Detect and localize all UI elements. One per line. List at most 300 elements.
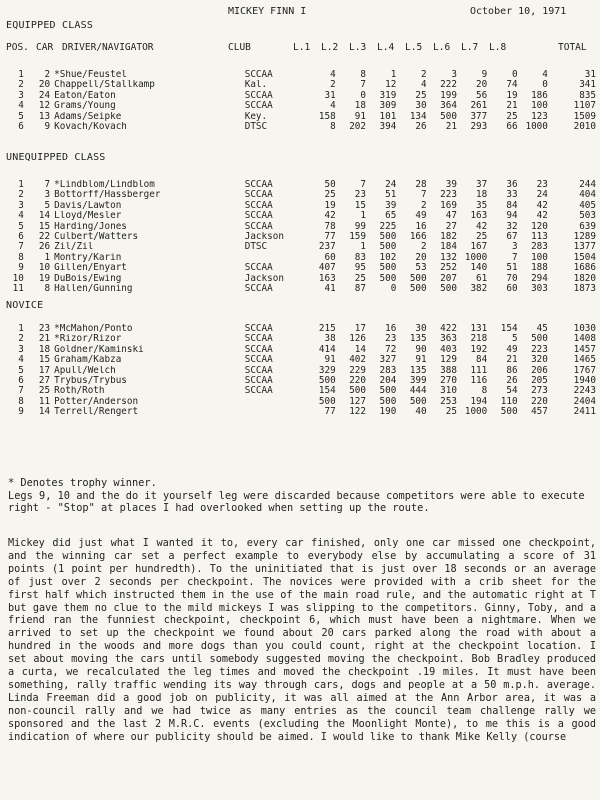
leg-score-cell: 91 <box>415 355 427 366</box>
leg-score-cell: 261 <box>470 101 488 112</box>
leg-score-cell: 51 <box>506 263 518 274</box>
club-cell: DTSC <box>244 242 268 253</box>
leg-score-cell: 30 <box>415 324 427 334</box>
table-row <box>0 101 600 111</box>
leg-score-cell: 54 <box>506 386 518 397</box>
club-cell: SCCAA <box>244 180 273 190</box>
leg-score-cell: 17 <box>354 324 366 334</box>
car-number-cell: 13 <box>38 111 51 122</box>
leg-score-cell: 0 <box>511 70 518 80</box>
leg-score-cell: 273 <box>531 386 548 397</box>
leg-score-cell: 60 <box>324 252 336 263</box>
results-table-unequipped <box>0 180 600 294</box>
leg-score-cell: 167 <box>470 242 488 253</box>
car-number-cell: 9 <box>44 122 51 133</box>
leg-score-cell: 293 <box>470 122 488 133</box>
position-cell: 5 <box>18 221 24 232</box>
leg-score-cell: 303 <box>531 284 548 295</box>
car-number-cell: 25 <box>38 386 51 397</box>
leg-score-cell: 110 <box>500 396 518 407</box>
leg-score-cell: 39 <box>445 180 457 190</box>
leg-score-cell: 500 <box>379 396 397 407</box>
leg-score-cell: 194 <box>470 396 488 407</box>
table-row <box>0 211 600 221</box>
club-cell: SCCAA <box>244 200 273 211</box>
leg-score-cell: 51 <box>385 190 397 201</box>
leg-score-cell: 25 <box>476 232 488 243</box>
leg-score-cell: 4 <box>421 80 427 91</box>
driver-navigator-cell: Gillen/Enyart <box>54 263 127 274</box>
col-total: TOTAL <box>558 42 587 53</box>
leg-score-cell: 33 <box>506 190 518 201</box>
car-number-cell: 14 <box>38 407 51 418</box>
leg-score-cell: 394 <box>379 122 397 133</box>
leg-score-cell: 500 <box>440 284 457 295</box>
driver-navigator-cell: Eaton/Eaton <box>54 90 116 101</box>
leg-score-cell: 87 <box>354 284 366 295</box>
position-cell: 2 <box>18 190 24 201</box>
position-cell: 2 <box>18 334 24 345</box>
results-table-novice <box>0 324 600 418</box>
leg-score-cell: 2 <box>421 200 427 211</box>
discarded-legs-note: Legs 9, 10 and the do it yourself leg were discarded because competitors were able to execute right - "Stop" at places I had overlooked when setting up the route. <box>8 490 585 514</box>
leg-score-cell: 220 <box>349 376 366 387</box>
club-cell: SCCAA <box>244 190 273 201</box>
leg-score-cell: 237 <box>318 242 336 253</box>
leg-score-cell: 90 <box>415 344 427 355</box>
position-cell: 5 <box>18 365 24 376</box>
leg-score-cell: 0 <box>360 90 366 101</box>
leg-score-cell: 49 <box>506 344 518 355</box>
leg-score-cell: 500 <box>379 242 397 253</box>
leg-score-cell: 283 <box>531 242 548 253</box>
leg-score-cell: 100 <box>531 252 548 263</box>
car-number-cell: 18 <box>38 344 51 355</box>
position-cell: 3 <box>18 200 24 211</box>
leg-score-cell: 42 <box>536 211 548 222</box>
total-score-cell: 503 <box>579 211 596 222</box>
table-row <box>0 334 600 344</box>
leg-score-cell: 388 <box>440 365 457 376</box>
position-cell: 11 <box>12 284 24 295</box>
total-score-cell: 2411 <box>573 407 596 418</box>
leg-score-cell: 25 <box>445 407 457 418</box>
table-row <box>0 222 600 232</box>
leg-score-cell: 3 <box>511 242 518 253</box>
driver-navigator-cell: Chappell/Stallkamp <box>54 80 155 91</box>
table-row <box>0 324 600 334</box>
table-row <box>0 274 600 284</box>
driver-navigator-cell: Potter/Anderson <box>54 396 139 407</box>
total-score-cell: 341 <box>579 80 596 91</box>
leg-score-cell: 186 <box>531 90 548 101</box>
leg-score-cell: 23 <box>536 180 548 190</box>
col-car: CAR <box>36 42 54 53</box>
club-cell: SCCAA <box>244 221 273 232</box>
leg-score-cell: 129 <box>440 355 457 366</box>
leg-score-cell: 40 <box>415 407 427 418</box>
leg-score-cell: 28 <box>415 180 427 190</box>
leg-score-cell: 5 <box>511 334 518 345</box>
car-number-cell: 14 <box>38 211 51 222</box>
leg-score-cell: 41 <box>324 284 336 295</box>
leg-score-cell: 166 <box>409 232 427 243</box>
car-number-cell: 5 <box>44 200 51 211</box>
leg-score-cell: 47 <box>445 211 457 222</box>
table-row <box>0 366 600 376</box>
leg-score-cell: 9 <box>481 70 488 80</box>
leg-score-cell: 42 <box>476 221 488 232</box>
table-row <box>0 242 600 252</box>
leg-score-cell: 84 <box>506 200 518 211</box>
leg-score-cell: 56 <box>476 90 488 101</box>
total-score-cell: 1873 <box>573 284 596 295</box>
table-row <box>0 232 600 242</box>
table-row <box>0 263 600 273</box>
position-cell: 6 <box>18 376 24 387</box>
leg-score-cell: 113 <box>531 232 548 243</box>
leg-score-cell: 100 <box>531 101 548 112</box>
driver-navigator-cell: Terrell/Rengert <box>54 407 139 418</box>
leg-score-cell: 19 <box>506 90 518 101</box>
report-paragraph: Mickey did just what I wanted it to, every car finished, only one car missed one checkpoint, and the winning car set a perfect example to everybody else by accumulating a score of 31 points (1 point per hundredth). To the uninitiated that is just over 18 seconds or an average of just over 2 seconds per checkpoint. The novices were provided with a crib sheet for the first half which instructed them in the use of the main road rule, and the automatic right at T but gave them no clue to the mild mickeys I was slipping to the competitors. Ginny, Toby, and a friend ran the funniest checkpoint, checkpoint 6, which must have been a nightmare. When we arrived to set up the checkpoint we found about 20 cars parked along the road with about a hundred in the woods and more dogs than you could count, right at the checkpoint location. I set about moving the cars until somebody suggested moving the checkpoint. Bob Bradley produced a curta, we recalculated the leg times and moved the checkpoint .19 miles. It must have been something, rally traffic wending its way through cars, dogs and people at a 50 m.p.h. average. Linda Freeman did a good job on publicity, it was all aimed at the Ann Arbor area, it was a non-council rally and we had twice as many entries as the council team challenge rally we sponsored and the last 2 M.R.C. events (excluding the Moonlight Monte), to me this is a good indication of where our publicity should be aimed. I would like to thank Mike Kelly (course <box>8 538 596 743</box>
club-cell: Key. <box>244 111 268 122</box>
leg-score-cell: 31 <box>324 90 336 101</box>
leg-score-cell: 95 <box>354 263 366 274</box>
club-cell: Kal. <box>244 80 268 91</box>
leg-score-cell: 25 <box>415 90 427 101</box>
leg-score-cell: 218 <box>470 334 488 345</box>
leg-score-cell: 158 <box>318 111 336 122</box>
leg-score-cell: 500 <box>379 386 397 397</box>
car-number-cell: 15 <box>38 221 51 232</box>
car-number-cell: 19 <box>38 273 51 284</box>
leg-score-cell: 7 <box>360 180 366 190</box>
leg-score-cell: 61 <box>476 273 488 284</box>
total-score-cell: 2010 <box>573 122 596 133</box>
leg-score-cell: 131 <box>470 324 488 334</box>
table-row <box>0 190 600 200</box>
leg-score-cell: 444 <box>409 386 427 397</box>
driver-navigator-cell: Roth/Roth <box>54 386 105 397</box>
leg-score-cell: 294 <box>531 273 548 284</box>
table-row <box>0 91 600 101</box>
leg-score-cell: 253 <box>440 396 457 407</box>
leg-score-cell: 116 <box>470 376 488 387</box>
event-title: MICKEY FINN I <box>228 6 307 17</box>
col-leg-2: L.2 <box>321 42 339 53</box>
section-title-equipped: EQUIPPED CLASS <box>6 20 94 31</box>
leg-score-cell: 500 <box>379 232 397 243</box>
position-cell: 9 <box>18 407 24 418</box>
leg-score-cell: 65 <box>385 211 397 222</box>
leg-score-cell: 15 <box>354 200 366 211</box>
car-number-cell: 26 <box>38 242 51 253</box>
leg-score-cell: 120 <box>531 221 548 232</box>
club-cell: SCCAA <box>244 334 273 345</box>
leg-score-cell: 199 <box>440 90 457 101</box>
table-row <box>0 253 600 263</box>
leg-score-cell: 14 <box>354 344 366 355</box>
driver-navigator-cell: Goldner/Kaminski <box>54 344 144 355</box>
leg-score-cell: 21 <box>445 122 457 133</box>
position-cell: 1 <box>18 180 24 190</box>
leg-score-cell: 101 <box>379 111 397 122</box>
position-cell: 9 <box>18 263 24 274</box>
leg-score-cell: 127 <box>349 396 366 407</box>
col-leg-4: L.4 <box>377 42 395 53</box>
total-score-cell: 1820 <box>573 273 596 284</box>
leg-score-cell: 223 <box>531 344 548 355</box>
leg-score-cell: 329 <box>318 365 336 376</box>
club-cell: SCCAA <box>244 90 273 101</box>
leg-score-cell: 86 <box>506 365 518 376</box>
driver-navigator-cell: Trybus/Trybus <box>54 376 127 387</box>
car-number-cell: 15 <box>38 355 51 366</box>
position-cell: 7 <box>18 242 24 253</box>
total-score-cell: 1030 <box>573 324 596 334</box>
total-score-cell: 1107 <box>573 101 596 112</box>
leg-score-cell: 21 <box>506 101 518 112</box>
position-cell: 3 <box>18 90 24 101</box>
leg-score-cell: 223 <box>440 190 457 201</box>
leg-score-cell: 310 <box>440 386 457 397</box>
leg-score-cell: 126 <box>349 334 366 345</box>
driver-navigator-cell: *McMahon/Ponto <box>54 324 133 334</box>
leg-score-cell: 1000 <box>525 122 548 133</box>
leg-score-cell: 77 <box>324 407 336 418</box>
leg-score-cell: 220 <box>531 396 548 407</box>
total-score-cell: 835 <box>579 90 596 101</box>
leg-score-cell: 42 <box>324 211 336 222</box>
leg-score-cell: 207 <box>440 273 457 284</box>
leg-score-cell: 66 <box>506 122 518 133</box>
leg-score-cell: 24 <box>385 180 397 190</box>
total-score-cell: 404 <box>579 190 596 201</box>
leg-score-cell: 4 <box>542 70 548 80</box>
col-leg-5: L.5 <box>405 42 423 53</box>
leg-score-cell: 4 <box>330 101 336 112</box>
driver-navigator-cell: Grams/Young <box>54 101 116 112</box>
car-number-cell: 7 <box>44 180 51 190</box>
leg-score-cell: 24 <box>536 190 548 201</box>
leg-score-cell: 4 <box>330 70 336 80</box>
leg-score-cell: 23 <box>354 190 366 201</box>
leg-score-cell: 0 <box>542 80 548 91</box>
leg-score-cell: 190 <box>379 407 397 418</box>
car-number-cell: 27 <box>38 376 51 387</box>
club-cell: SCCAA <box>244 365 273 376</box>
club-cell <box>245 397 306 407</box>
car-number-cell: 11 <box>38 396 51 407</box>
col-pos: POS. <box>6 42 29 53</box>
leg-score-cell: 500 <box>409 273 427 284</box>
leg-score-cell: 188 <box>531 263 548 274</box>
driver-navigator-cell: Apull/Welch <box>54 365 116 376</box>
total-score-cell: 639 <box>579 221 596 232</box>
leg-score-cell: 182 <box>440 232 457 243</box>
leg-score-cell: 500 <box>318 396 336 407</box>
leg-score-cell: 192 <box>470 344 488 355</box>
leg-score-cell: 215 <box>318 324 336 334</box>
leg-score-cell: 163 <box>318 273 336 284</box>
driver-navigator-cell: Bottorff/Hassberger <box>54 190 161 201</box>
car-number-cell: 23 <box>38 324 51 334</box>
total-score-cell: 1465 <box>573 355 596 366</box>
club-cell: SCCAA <box>244 344 273 355</box>
col-leg-8: L.8 <box>489 42 507 53</box>
leg-score-cell: 16 <box>385 324 397 334</box>
leg-score-cell: 500 <box>349 386 366 397</box>
table-row <box>0 112 600 122</box>
driver-navigator-cell: DuBois/Ewing <box>54 273 122 284</box>
total-score-cell: 2404 <box>573 396 596 407</box>
club-cell: SCCAA <box>244 101 273 112</box>
leg-score-cell: 377 <box>470 111 488 122</box>
total-score-cell: 1940 <box>573 376 596 387</box>
car-number-cell: 22 <box>38 232 51 243</box>
page-header <box>0 6 600 20</box>
table-row <box>0 201 600 211</box>
leg-score-cell: 163 <box>470 211 488 222</box>
position-cell: 6 <box>18 122 24 133</box>
total-score-cell: 1504 <box>573 252 596 263</box>
leg-score-cell: 283 <box>379 365 397 376</box>
leg-score-cell: 402 <box>349 355 366 366</box>
leg-score-cell: 25 <box>354 273 366 284</box>
leg-score-cell: 7 <box>360 80 366 91</box>
position-cell: 4 <box>18 101 24 112</box>
leg-score-cell: 205 <box>531 376 548 387</box>
col-driver: DRIVER/NAVIGATOR <box>62 42 154 53</box>
leg-score-cell: 1 <box>390 70 397 80</box>
col-leg-6: L.6 <box>433 42 451 53</box>
club-cell: SCCAA <box>244 324 273 334</box>
position-cell: 4 <box>18 211 24 222</box>
leg-score-cell: 457 <box>531 407 548 418</box>
leg-score-cell: 132 <box>440 252 457 263</box>
position-cell: 6 <box>18 232 24 243</box>
position-cell: 5 <box>18 111 24 122</box>
leg-score-cell: 42 <box>536 200 548 211</box>
leg-score-cell: 7 <box>421 190 427 201</box>
leg-score-cell: 1 <box>360 211 366 222</box>
leg-score-cell: 72 <box>385 344 397 355</box>
leg-score-cell: 364 <box>440 101 457 112</box>
leg-score-cell: 204 <box>379 376 397 387</box>
club-cell <box>245 407 306 417</box>
driver-navigator-cell: Kovach/Kovach <box>54 122 127 133</box>
leg-score-cell: 169 <box>440 200 457 211</box>
driver-navigator-cell: Davis/Lawton <box>54 200 122 211</box>
car-number-cell: 2 <box>44 70 51 80</box>
leg-score-cell: 25 <box>324 190 336 201</box>
leg-score-cell: 19 <box>324 200 336 211</box>
leg-score-cell: 36 <box>506 180 518 190</box>
table-row <box>0 386 600 396</box>
total-score-cell: 244 <box>579 180 596 190</box>
table-row <box>0 70 600 80</box>
leg-score-cell: 83 <box>354 252 366 263</box>
leg-score-cell: 382 <box>470 284 488 295</box>
car-number-cell: 10 <box>38 263 51 274</box>
leg-score-cell: 25 <box>506 111 518 122</box>
leg-score-cell: 77 <box>324 232 336 243</box>
leg-score-cell: 154 <box>500 324 518 334</box>
leg-score-cell: 1 <box>360 242 366 253</box>
club-cell: SCCAA <box>244 211 273 222</box>
results-table-equipped <box>0 70 600 132</box>
leg-score-cell: 399 <box>409 376 427 387</box>
table-row <box>0 397 600 407</box>
driver-navigator-cell: *Shue/Feustel <box>54 70 127 80</box>
col-leg-7: L.7 <box>461 42 479 53</box>
car-number-cell: 12 <box>38 101 51 112</box>
leg-score-cell: 70 <box>506 273 518 284</box>
driver-navigator-cell: Harding/Jones <box>54 221 127 232</box>
club-cell: SCCAA <box>244 263 273 274</box>
car-number-cell: 17 <box>38 365 51 376</box>
trophy-note: * Denotes trophy winner. <box>8 477 157 489</box>
leg-score-cell: 500 <box>379 273 397 284</box>
club-cell: SCCAA <box>244 386 273 397</box>
table-row <box>0 122 600 132</box>
leg-score-cell: 26 <box>415 122 427 133</box>
table-row <box>0 180 600 190</box>
leg-score-cell: 135 <box>409 334 427 345</box>
leg-score-cell: 8 <box>360 70 366 80</box>
leg-score-cell: 222 <box>440 80 457 91</box>
col-club: CLUB <box>228 42 251 53</box>
leg-score-cell: 21 <box>506 355 518 366</box>
leg-score-cell: 2 <box>421 70 427 80</box>
leg-score-cell: 26 <box>506 376 518 387</box>
club-cell: SCCAA <box>244 70 273 80</box>
club-cell: SCCAA <box>244 376 273 387</box>
leg-score-cell: 500 <box>409 284 427 295</box>
position-cell: 10 <box>12 273 24 284</box>
leg-score-cell: 18 <box>354 101 366 112</box>
position-cell: 1 <box>18 70 24 80</box>
club-cell <box>245 253 306 263</box>
position-cell: 7 <box>18 386 24 397</box>
table-row <box>0 407 600 417</box>
leg-score-cell: 500 <box>500 407 518 418</box>
table-row <box>0 355 600 365</box>
leg-score-cell: 84 <box>476 355 488 366</box>
total-score-cell: 1509 <box>573 111 596 122</box>
leg-score-cell: 20 <box>476 80 488 91</box>
driver-navigator-cell: *Rizor/Rizor <box>54 334 122 345</box>
driver-navigator-cell: Graham/Kabza <box>54 355 122 366</box>
leg-score-cell: 67 <box>506 232 518 243</box>
leg-score-cell: 500 <box>379 263 397 274</box>
car-number-cell: 21 <box>38 334 51 345</box>
col-leg-1: L.1 <box>293 42 311 53</box>
leg-score-cell: 7 <box>511 252 518 263</box>
position-cell: 2 <box>18 80 24 91</box>
leg-score-cell: 38 <box>324 334 336 345</box>
leg-score-cell: 422 <box>440 324 457 334</box>
leg-score-cell: 94 <box>506 211 518 222</box>
leg-score-cell: 3 <box>451 70 457 80</box>
total-score-cell: 31 <box>584 70 596 80</box>
leg-score-cell: 49 <box>415 211 427 222</box>
total-score-cell: 2243 <box>573 386 596 397</box>
club-cell: SCCAA <box>244 284 273 295</box>
section-title-unequipped: UNEQUIPPED CLASS <box>6 152 106 163</box>
leg-score-cell: 35 <box>476 200 488 211</box>
